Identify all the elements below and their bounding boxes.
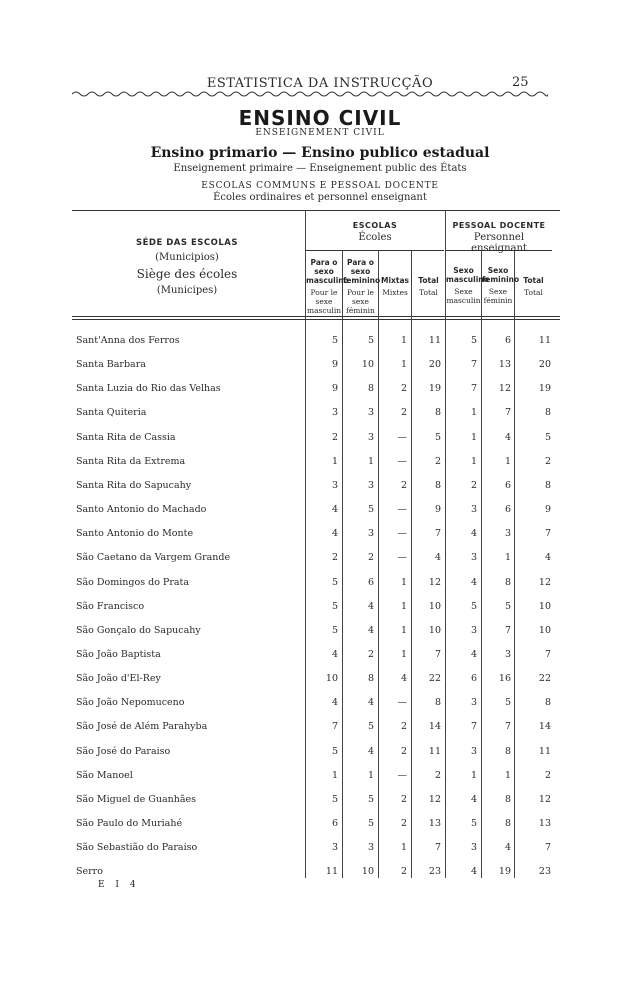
pessoal-header-pt: PESSOAL DOCENTE: [452, 221, 546, 230]
cell-escolas-masc: 9: [331, 359, 338, 371]
cell-escolas-total: 22: [428, 673, 441, 685]
cell-escolas-fem: 3: [367, 842, 374, 854]
main-title-fr: ENSEIGNEMENT CIVIL: [255, 128, 385, 138]
cell-escolas-masc: 3: [331, 407, 338, 419]
table-row: [0, 480, 640, 498]
cell-mixtas: —: [397, 552, 407, 564]
cell-pessoal-fem: 6: [504, 335, 511, 346]
cell-pessoal-total: 10: [538, 600, 551, 612]
cell-mixtas: —: [397, 504, 407, 515]
cell-pessoal-fem: 5: [504, 697, 511, 709]
col-header-escolas-total: [412, 276, 445, 297]
col-header-pt: Sexo masculino: [446, 266, 489, 284]
cell-mixtas: 1: [400, 600, 407, 612]
col-header-pt: Total: [418, 276, 439, 285]
municipality-name: São Miguel de Guanhães: [76, 793, 197, 805]
cell-escolas-masc: 4: [331, 528, 338, 540]
municipality-name: Santa Rita da Extrema: [76, 455, 186, 467]
section-title: Ensino primario — Ensino publico estadual: [150, 145, 490, 161]
cell-pessoal-masc: 3: [470, 624, 477, 636]
cell-mixtas: 2: [400, 479, 407, 491]
cell-mixtas: 2: [400, 407, 407, 419]
cell-pessoal-fem: 8: [504, 745, 511, 757]
cell-pessoal-masc: 7: [470, 359, 477, 371]
cell-pessoal-total: 9: [544, 504, 551, 515]
cell-escolas-masc: 2: [331, 552, 338, 564]
cell-pessoal-masc: 5: [470, 818, 477, 829]
municipality-name: São Paulo do Muriahé: [76, 818, 183, 829]
col-header-pessoal-masc: [446, 266, 489, 305]
table-row: [0, 359, 640, 377]
cell-escolas-masc: 5: [331, 624, 338, 636]
municipality-name: Santo Antonio do Machado: [76, 504, 207, 515]
cell-escolas-total: 4: [434, 552, 441, 564]
table-row: [0, 383, 640, 401]
cell-escolas-masc: 3: [331, 479, 338, 491]
cell-escolas-masc: 5: [331, 576, 338, 588]
cell-escolas-masc: 10: [325, 673, 338, 685]
cell-pessoal-masc: 6: [470, 673, 477, 685]
cell-pessoal-fem: 6: [504, 479, 511, 491]
table-header-rule-2: [72, 319, 560, 320]
municipality-name: São José de Além Parahyba: [76, 721, 208, 733]
cell-escolas-total: 12: [428, 793, 441, 805]
cell-pessoal-masc: 3: [470, 842, 477, 854]
cell-pessoal-masc: 4: [470, 576, 477, 588]
cell-escolas-fem: 5: [367, 793, 374, 805]
cell-escolas-total: 14: [428, 721, 441, 733]
cell-pessoal-total: 2: [544, 769, 551, 781]
cell-pessoal-masc: 1: [470, 455, 477, 467]
table-row: [0, 721, 640, 739]
cell-pessoal-total: 11: [538, 745, 551, 757]
cell-escolas-fem: 1: [367, 769, 374, 781]
cell-pessoal-masc: 5: [470, 335, 477, 346]
cell-escolas-fem: 8: [367, 383, 374, 395]
cell-escolas-fem: 10: [361, 866, 374, 878]
sede-header-pt-sub: (Municipios): [155, 252, 219, 263]
municipality-name: Santo Antonio do Monte: [76, 528, 194, 540]
col-header-pt: Mixtas: [381, 276, 409, 285]
cell-escolas-masc: 4: [331, 697, 338, 709]
table-row: [0, 601, 640, 619]
cell-pessoal-masc: 3: [470, 745, 477, 757]
cell-escolas-total: 13: [428, 818, 441, 829]
cell-mixtas: 2: [400, 866, 407, 878]
cell-mixtas: —: [397, 455, 407, 467]
municipality-name: Santa Barbara: [76, 359, 146, 371]
col-header-pt: Para o sexo feminino: [343, 258, 381, 285]
escolas-header-pt: ESCOLAS: [352, 221, 398, 230]
cell-pessoal-fem: 8: [504, 818, 511, 829]
municipality-name: São Francisco: [76, 600, 145, 612]
municipality-name: São João Nepomuceno: [76, 697, 185, 709]
table-row: [0, 649, 640, 667]
cell-pessoal-total: 4: [544, 552, 551, 564]
municipality-name: São João Baptista: [76, 649, 161, 660]
cell-mixtas: 4: [400, 673, 407, 685]
cell-pessoal-total: 12: [538, 793, 551, 805]
cell-pessoal-total: 7: [544, 528, 551, 540]
cell-escolas-masc: 4: [331, 504, 338, 515]
cell-escolas-total: 9: [434, 504, 441, 515]
cell-pessoal-total: 12: [538, 576, 551, 588]
cell-escolas-fem: 4: [367, 745, 374, 757]
cell-pessoal-fem: 19: [498, 866, 511, 878]
municipality-name: São Gonçalo do Sapucahy: [76, 624, 201, 636]
cell-mixtas: 2: [400, 793, 407, 805]
col-header-pessoal-fem: [482, 266, 520, 305]
municipality-name: Santa Quiteria: [76, 407, 147, 419]
page-number: 25: [512, 75, 529, 90]
cell-pessoal-fem: 13: [498, 359, 511, 371]
cell-escolas-total: 10: [428, 600, 441, 612]
cell-pessoal-fem: 8: [504, 793, 511, 805]
municipality-name: São José do Paraiso: [76, 745, 171, 757]
cell-mixtas: 1: [400, 576, 407, 588]
cell-pessoal-total: 14: [538, 721, 551, 733]
cell-escolas-masc: 3: [331, 842, 338, 854]
sede-header: [72, 238, 302, 296]
cell-escolas-total: 2: [434, 769, 441, 781]
municipality-name: São Domingos do Prata: [76, 576, 190, 588]
cell-escolas-masc: 5: [331, 600, 338, 612]
table-row: [0, 673, 640, 691]
cell-pessoal-fem: 16: [498, 673, 511, 685]
col-header-pt: Sexo feminino: [482, 266, 520, 284]
col-header-fr: Pour le sexe féminin: [346, 288, 375, 315]
table-row: [0, 770, 640, 788]
municipality-name: Santa Rita de Cassia: [76, 431, 176, 443]
table-row: [0, 818, 640, 836]
municipality-name: Santa Luzia do Rio das Velhas: [76, 383, 221, 395]
table-row: [0, 746, 640, 764]
col-header-fr: Sexe féminin: [483, 287, 513, 305]
col-header-pt: Total: [523, 276, 544, 285]
cell-pessoal-total: 10: [538, 624, 551, 636]
cell-pessoal-fem: 4: [504, 431, 511, 443]
cell-pessoal-masc: 5: [470, 600, 477, 612]
cell-pessoal-fem: 4: [504, 842, 511, 854]
cell-pessoal-fem: 8: [504, 576, 511, 588]
cell-pessoal-total: 5: [544, 431, 551, 443]
table-row: [0, 552, 640, 570]
pessoal-header-fr: Personnel enseignant: [471, 232, 527, 254]
cell-escolas-fem: 3: [367, 528, 374, 540]
table-row: [0, 432, 640, 450]
cell-pessoal-total: 11: [538, 335, 551, 346]
municipality-name: São Sebastião do Paraiso: [76, 842, 198, 854]
cell-escolas-total: 11: [428, 335, 441, 346]
col-header-mixtas: [379, 276, 411, 297]
cell-mixtas: —: [397, 431, 407, 443]
cell-pessoal-masc: 2: [470, 479, 477, 491]
municipality-name: São João d'El-Rey: [76, 673, 161, 685]
cell-mixtas: 1: [400, 624, 407, 636]
table-row: [0, 504, 640, 522]
cell-pessoal-fem: 1: [504, 552, 511, 564]
cell-escolas-masc: 9: [331, 383, 338, 395]
cell-escolas-masc: 11: [325, 866, 338, 878]
col-header-fr: Sexe masculin: [446, 287, 481, 305]
municipality-name: Sant'Anna dos Ferros: [76, 335, 180, 346]
printer-signature: E I 4: [98, 880, 140, 890]
cell-pessoal-masc: 3: [470, 697, 477, 709]
cell-escolas-fem: 8: [367, 673, 374, 685]
municipality-name: São Caetano da Vargem Grande: [76, 552, 231, 564]
col-header-fr: Total: [524, 288, 543, 297]
cell-pessoal-masc: 4: [470, 866, 477, 878]
cell-mixtas: —: [397, 769, 407, 781]
escolas-group-header: [306, 221, 444, 243]
cell-escolas-fem: 6: [367, 576, 374, 588]
municipality-name: Santa Rita do Sapucahy: [76, 479, 192, 491]
table-row: [0, 407, 640, 425]
cell-pessoal-total: 22: [538, 673, 551, 685]
schools-title: ESCOLAS COMMUNS E PESSOAL DOCENTE: [201, 181, 439, 191]
cell-escolas-masc: 5: [331, 335, 338, 346]
col-header-fr: Mixtes: [382, 288, 408, 297]
schools-title-fr: Écoles ordinaires et personnel enseignant: [213, 192, 427, 203]
cell-escolas-masc: 2: [331, 431, 338, 443]
cell-pessoal-total: 19: [538, 383, 551, 395]
cell-pessoal-total: 7: [544, 649, 551, 660]
cell-pessoal-masc: 3: [470, 552, 477, 564]
cell-escolas-total: 20: [428, 359, 441, 371]
cell-escolas-fem: 10: [361, 359, 374, 371]
cell-pessoal-total: 2: [544, 455, 551, 467]
cell-escolas-fem: 2: [367, 552, 374, 564]
cell-pessoal-fem: 7: [504, 407, 511, 419]
cell-pessoal-fem: 12: [498, 383, 511, 395]
cell-pessoal-fem: 6: [504, 504, 511, 515]
cell-escolas-fem: 5: [367, 335, 374, 346]
cell-pessoal-masc: 3: [470, 504, 477, 515]
table-row: [0, 794, 640, 812]
cell-escolas-total: 5: [434, 431, 441, 443]
cell-escolas-total: 8: [434, 479, 441, 491]
wavy-rule: [72, 90, 548, 98]
cell-pessoal-fem: 5: [504, 600, 511, 612]
cell-mixtas: 1: [400, 335, 407, 346]
cell-escolas-total: 19: [428, 383, 441, 395]
cell-escolas-masc: 4: [331, 649, 338, 660]
cell-escolas-total: 7: [434, 842, 441, 854]
municipality-name: São Manoel: [76, 769, 133, 781]
cell-pessoal-fem: 7: [504, 624, 511, 636]
cell-pessoal-total: 23: [538, 866, 551, 878]
cell-mixtas: 1: [400, 359, 407, 371]
col-header-escolas-fem: [343, 258, 381, 315]
cell-mixtas: 2: [400, 818, 407, 829]
escolas-group-rule: [306, 250, 444, 251]
cell-escolas-fem: 3: [367, 479, 374, 491]
cell-pessoal-fem: 1: [504, 769, 511, 781]
cell-escolas-masc: 7: [331, 721, 338, 733]
table-row: [0, 625, 640, 643]
cell-escolas-total: 7: [434, 528, 441, 540]
cell-pessoal-total: 8: [544, 479, 551, 491]
cell-escolas-total: 11: [428, 745, 441, 757]
cell-pessoal-masc: 1: [470, 431, 477, 443]
table-row: [0, 335, 640, 353]
cell-pessoal-masc: 4: [470, 649, 477, 660]
cell-pessoal-masc: 7: [470, 383, 477, 395]
sede-header-pt: SÉDE DAS ESCOLAS: [136, 238, 238, 248]
cell-pessoal-masc: 1: [470, 769, 477, 781]
cell-escolas-fem: 4: [367, 697, 374, 709]
main-title: ENSINO CIVIL: [238, 106, 402, 130]
cell-escolas-total: 23: [428, 866, 441, 878]
cell-escolas-fem: 4: [367, 600, 374, 612]
cell-pessoal-total: 7: [544, 842, 551, 854]
table-row: [0, 697, 640, 715]
cell-escolas-fem: 4: [367, 624, 374, 636]
cell-mixtas: 2: [400, 721, 407, 733]
cell-escolas-fem: 2: [367, 649, 374, 660]
cell-escolas-total: 8: [434, 697, 441, 709]
cell-pessoal-total: 8: [544, 697, 551, 709]
cell-pessoal-masc: 4: [470, 528, 477, 540]
col-header-pessoal-total: [515, 276, 552, 297]
table-row: [0, 866, 640, 884]
col-header-escolas-masc: [306, 258, 349, 315]
cell-escolas-total: 7: [434, 649, 441, 660]
table-row: [0, 842, 640, 860]
cell-escolas-masc: 1: [331, 769, 338, 781]
cell-escolas-total: 2: [434, 455, 441, 467]
table-header-rule: [72, 316, 560, 317]
cell-escolas-masc: 6: [331, 818, 338, 829]
cell-escolas-total: 10: [428, 624, 441, 636]
cell-pessoal-fem: 1: [504, 455, 511, 467]
cell-pessoal-fem: 7: [504, 721, 511, 733]
municipality-name: Serro: [76, 866, 103, 878]
col-header-pt: Para o sexo masculino: [306, 258, 349, 285]
cell-pessoal-masc: 1: [470, 407, 477, 419]
cell-escolas-masc: 5: [331, 793, 338, 805]
cell-escolas-fem: 1: [367, 455, 374, 467]
sede-header-fr-sub: (Municipes): [156, 285, 218, 296]
col-header-fr: Total: [419, 288, 438, 297]
cell-pessoal-total: 13: [538, 818, 551, 829]
cell-pessoal-total: 20: [538, 359, 551, 371]
cell-mixtas: 2: [400, 745, 407, 757]
cell-escolas-masc: 5: [331, 745, 338, 757]
table-top-rule: [72, 210, 560, 211]
cell-mixtas: 1: [400, 842, 407, 854]
cell-escolas-total: 8: [434, 407, 441, 419]
cell-mixtas: 1: [400, 649, 407, 660]
cell-escolas-fem: 5: [367, 721, 374, 733]
pessoal-group-header: [446, 221, 552, 254]
col-header-fr: Pour le sexe masculin: [306, 288, 342, 315]
table-row: [0, 456, 640, 474]
cell-pessoal-masc: 4: [470, 793, 477, 805]
table-row: [0, 577, 640, 595]
cell-mixtas: 2: [400, 383, 407, 395]
cell-escolas-fem: 5: [367, 818, 374, 829]
cell-escolas-masc: 1: [331, 455, 338, 467]
cell-mixtas: —: [397, 528, 407, 540]
escolas-header-fr: Écoles: [358, 232, 392, 243]
cell-escolas-total: 12: [428, 576, 441, 588]
table-row: [0, 528, 640, 546]
cell-mixtas: —: [397, 697, 407, 709]
section-title-fr: Enseignement primaire — Enseignement public des États: [173, 163, 467, 174]
cell-escolas-fem: 5: [367, 504, 374, 515]
cell-pessoal-fem: 3: [504, 528, 511, 540]
cell-pessoal-masc: 7: [470, 721, 477, 733]
cell-escolas-fem: 3: [367, 431, 374, 443]
cell-pessoal-fem: 3: [504, 649, 511, 660]
running-header-title: ESTATISTICA DA INSTRUCÇÃO: [206, 76, 434, 91]
cell-pessoal-total: 8: [544, 407, 551, 419]
sede-header-fr: Siège des écoles: [136, 267, 238, 281]
cell-escolas-fem: 3: [367, 407, 374, 419]
